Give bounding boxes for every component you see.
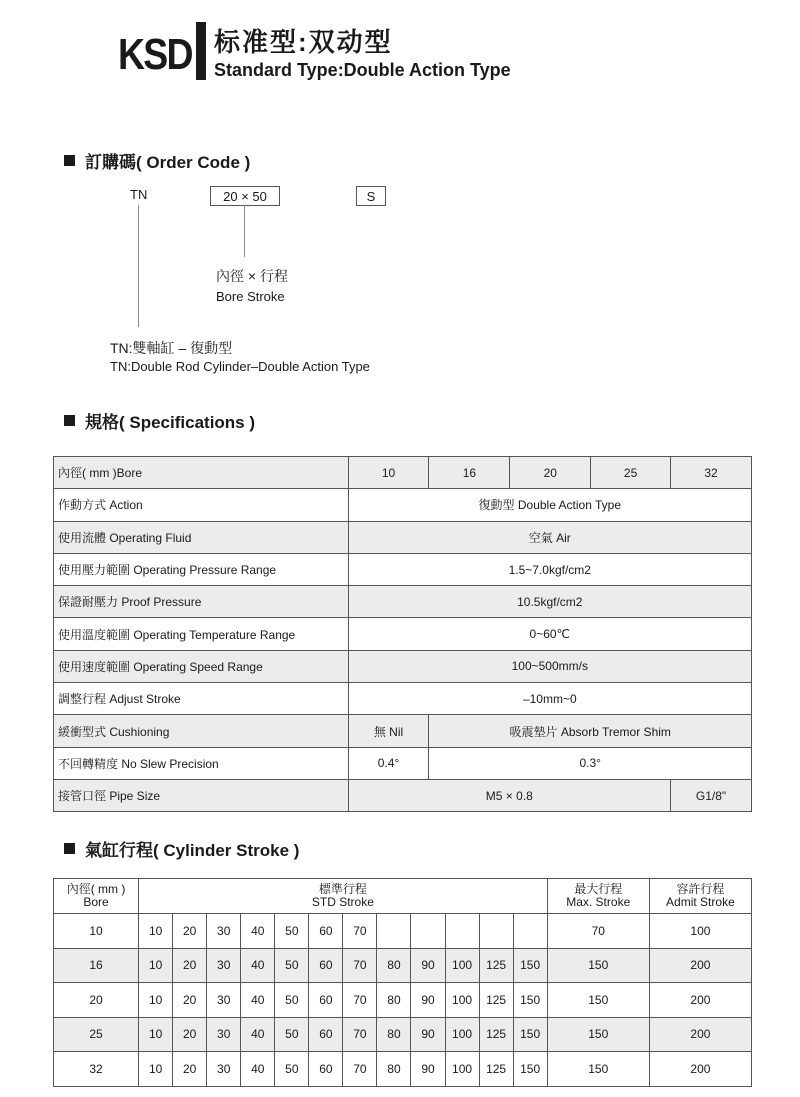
stroke-cell: 60: [309, 1052, 343, 1087]
spec-value: 吸震墊片 Absorb Tremor Shim: [429, 715, 752, 747]
spec-value: 0.4°: [348, 747, 429, 779]
stroke-cell: 10: [139, 948, 173, 983]
cylinder-stroke-section-title: [64, 836, 299, 861]
bore-value: 10: [348, 457, 429, 489]
size-leader-line: [244, 205, 245, 257]
table-header-row: [54, 879, 752, 914]
order-code-size-box: 20 × 50: [210, 186, 280, 206]
stroke-cell: 70: [343, 1017, 377, 1052]
spec-label: 使用流體 Operating Fluid: [54, 521, 349, 553]
table-row: [54, 618, 752, 650]
spec-value: 空氣 Air: [348, 521, 751, 553]
bore-label: 內徑( mm )Bore: [54, 457, 349, 489]
stroke-cell: 70: [343, 1052, 377, 1087]
bore-header-cn: 內徑( mm ): [66, 882, 126, 896]
bore-cell: 10: [54, 914, 139, 949]
table-row: [54, 1017, 752, 1052]
stroke-cell: 10: [139, 983, 173, 1018]
spec-label: 調整行程 Adjust Stroke: [54, 683, 349, 715]
stroke-cell: 150: [513, 983, 547, 1018]
stroke-cell: 60: [309, 983, 343, 1018]
stroke-cell: 20: [173, 1017, 207, 1052]
specifications-title-text: 規格( Specifications ): [85, 413, 256, 432]
max-stroke-header-cn: 最大行程: [574, 882, 623, 896]
bore-value: 32: [671, 457, 752, 489]
stroke-cell: 70: [343, 983, 377, 1018]
stroke-cell: 50: [275, 948, 309, 983]
admit-stroke-cell: 200: [649, 1017, 751, 1052]
max-stroke-header: [547, 879, 649, 914]
table-row: [54, 1052, 752, 1087]
spec-value: –10mm~0: [348, 683, 751, 715]
stroke-cell: 80: [377, 1017, 411, 1052]
stroke-cell: 50: [275, 914, 309, 949]
page-title-cn: 标准型:双动型: [214, 27, 393, 57]
stroke-cell: [377, 914, 411, 949]
stroke-cell: 20: [173, 948, 207, 983]
specifications-table: [53, 456, 752, 812]
table-row: [54, 521, 752, 553]
stroke-cell: 150: [513, 1052, 547, 1087]
stroke-cell: 60: [309, 1017, 343, 1052]
max-stroke-cell: 150: [547, 1017, 649, 1052]
stroke-cell: 70: [343, 948, 377, 983]
bore-cell: 25: [54, 1017, 139, 1052]
table-row: [54, 683, 752, 715]
spec-value: M5 × 0.8: [348, 779, 670, 811]
square-bullet-icon: [64, 155, 75, 166]
stroke-cell: 30: [207, 1052, 241, 1087]
stroke-cell: 20: [173, 914, 207, 949]
admit-stroke-cell: 200: [649, 983, 751, 1018]
bore-cell: 20: [54, 983, 139, 1018]
bore-value: 20: [510, 457, 591, 489]
stroke-cell: 80: [377, 983, 411, 1018]
spec-label: 保證耐壓力 Proof Pressure: [54, 586, 349, 618]
std-stroke-header-en: STD Stroke: [311, 895, 374, 909]
table-row: [54, 457, 752, 489]
spec-label: 使用速度範圍 Operating Speed Range: [54, 650, 349, 682]
spec-label: 不回轉精度 No Slew Precision: [54, 747, 349, 779]
stroke-cell: [479, 914, 513, 949]
spec-value: 0.3°: [429, 747, 752, 779]
bore-cell: 32: [54, 1052, 139, 1087]
table-row: [54, 553, 752, 585]
stroke-cell: 100: [445, 1017, 479, 1052]
stroke-cell: 125: [479, 948, 513, 983]
stroke-cell: 40: [241, 1017, 275, 1052]
table-row: [54, 779, 752, 811]
stroke-cell: 100: [445, 983, 479, 1018]
stroke-cell: 40: [241, 983, 275, 1018]
spec-label: 使用溫度範圍 Operating Temperature Range: [54, 618, 349, 650]
order-code-title-text: 訂購碼( Order Code ): [85, 153, 251, 172]
stroke-table-body: [54, 914, 752, 1087]
table-row: [54, 983, 752, 1018]
stroke-cell: 30: [207, 948, 241, 983]
admit-stroke-header: [649, 879, 751, 914]
spec-label: 使用壓力範圍 Operating Pressure Range: [54, 553, 349, 585]
bore-cell: 16: [54, 948, 139, 983]
stroke-cell: 150: [513, 948, 547, 983]
stroke-cell: 80: [377, 1052, 411, 1087]
max-stroke-cell: 70: [547, 914, 649, 949]
specifications-section-title: [64, 408, 255, 433]
spec-value: 0~60℃: [348, 618, 751, 650]
table-row: [54, 715, 752, 747]
order-code-prefix: TN: [130, 187, 148, 202]
spec-value: 無 Nil: [348, 715, 429, 747]
stroke-cell: 70: [343, 914, 377, 949]
spec-label: 作動方式 Action: [54, 489, 349, 521]
stroke-cell: 50: [275, 1017, 309, 1052]
bore-header-en: Bore: [83, 895, 109, 909]
admit-stroke-cell: 200: [649, 948, 751, 983]
page-title-en: Standard Type:Double Action Type: [214, 60, 511, 80]
spec-label: 緩衝型式 Cushioning: [54, 715, 349, 747]
stroke-cell: 90: [411, 983, 445, 1018]
stroke-cell: 125: [479, 983, 513, 1018]
stroke-cell: 20: [173, 983, 207, 1018]
stroke-cell: 60: [309, 914, 343, 949]
spec-value: 100~500mm/s: [348, 650, 751, 682]
type-label-en: TN:Double Rod Cylinder–Double Action Type: [110, 359, 370, 374]
cylinder-stroke-title-text: 氣缸行程( Cylinder Stroke ): [85, 841, 300, 860]
spec-value: 1.5~7.0kgf/cm2: [348, 553, 751, 585]
stroke-cell: 125: [479, 1052, 513, 1087]
stroke-cell: 10: [139, 914, 173, 949]
max-stroke-cell: 150: [547, 983, 649, 1018]
bore-header: [54, 879, 139, 914]
order-code-option-box: S: [356, 186, 386, 206]
spec-value: G1/8": [671, 779, 752, 811]
stroke-cell: 10: [139, 1052, 173, 1087]
max-stroke-cell: 150: [547, 1052, 649, 1087]
square-bullet-icon: [64, 415, 75, 426]
stroke-cell: 125: [479, 1017, 513, 1052]
stroke-cell: 30: [207, 983, 241, 1018]
stroke-cell: 40: [241, 1052, 275, 1087]
max-stroke-cell: 150: [547, 948, 649, 983]
stroke-cell: 40: [241, 948, 275, 983]
stroke-cell: 40: [241, 914, 275, 949]
std-stroke-header-cn: 標準行程: [318, 882, 367, 896]
stroke-cell: [411, 914, 445, 949]
size-label-en: Bore Stroke: [216, 289, 285, 304]
table-row: [54, 914, 752, 949]
spec-value: 10.5kgf/cm2: [348, 586, 751, 618]
bore-value: 16: [429, 457, 510, 489]
stroke-cell: [445, 914, 479, 949]
size-label-cn: 內徑 × 行程: [216, 268, 288, 284]
type-label-cn: TN:雙軸缸 – 復動型: [110, 340, 233, 356]
header-divider: [196, 22, 206, 80]
admit-stroke-header-en: Admit Stroke: [666, 895, 735, 909]
spec-label: 接管口徑 Pipe Size: [54, 779, 349, 811]
bore-value: 25: [591, 457, 671, 489]
table-row: [54, 948, 752, 983]
admit-stroke-cell: 100: [649, 914, 751, 949]
cylinder-stroke-table: [53, 878, 752, 1087]
stroke-cell: 10: [139, 1017, 173, 1052]
stroke-cell: 30: [207, 914, 241, 949]
square-bullet-icon: [64, 843, 75, 854]
stroke-cell: 60: [309, 948, 343, 983]
max-stroke-header-en: Max. Stroke: [566, 895, 631, 909]
stroke-cell: 50: [275, 983, 309, 1018]
stroke-cell: 30: [207, 1017, 241, 1052]
stroke-cell: 100: [445, 1052, 479, 1087]
order-code-section-title: [64, 148, 250, 173]
stroke-cell: 90: [411, 1017, 445, 1052]
std-stroke-header: [139, 879, 548, 914]
stroke-cell: 50: [275, 1052, 309, 1087]
stroke-cell: [513, 914, 547, 949]
admit-stroke-header-cn: 容許行程: [676, 882, 725, 896]
table-row: [54, 489, 752, 521]
stroke-cell: 20: [173, 1052, 207, 1087]
table-row: [54, 747, 752, 779]
stroke-cell: 150: [513, 1017, 547, 1052]
admit-stroke-cell: 200: [649, 1052, 751, 1087]
stroke-cell: 90: [411, 948, 445, 983]
stroke-cell: 100: [445, 948, 479, 983]
model-code: KSD: [118, 30, 192, 79]
table-row: [54, 650, 752, 682]
spec-value: 復動型 Double Action Type: [348, 489, 751, 521]
stroke-cell: 80: [377, 948, 411, 983]
table-row: [54, 586, 752, 618]
prefix-leader-line: [138, 205, 139, 327]
stroke-cell: 90: [411, 1052, 445, 1087]
